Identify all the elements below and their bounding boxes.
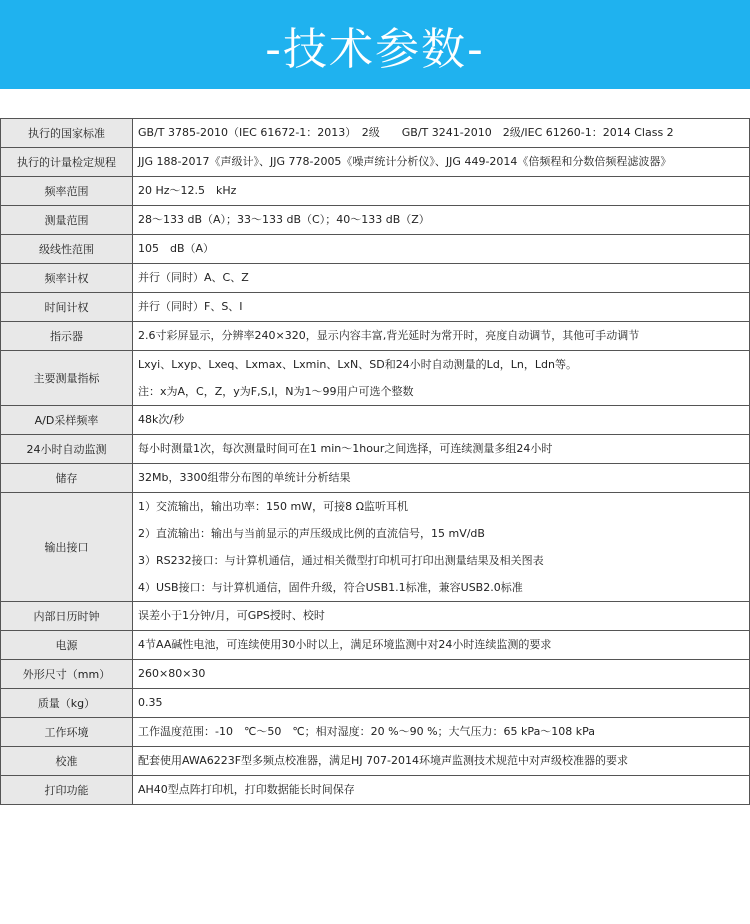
- spec-value-line: JJG 188-2017《声级计》、JJG 778-2005《噪声统计分析仪》、JJG 449-2014《倍频程和分数倍频程滤波器》: [138, 155, 672, 168]
- spec-label: 输出接口: [1, 493, 133, 602]
- spec-label: 打印功能: [1, 776, 133, 805]
- spec-value-line: 2）直流输出：输出与当前显示的声压级成比例的直流信号，15 mV/dB: [138, 527, 485, 540]
- spec-row: [1, 293, 750, 322]
- spec-value-line: AH40型点阵打印机，打印数据能长时间保存: [138, 783, 355, 796]
- spec-value: [133, 235, 750, 264]
- spec-value-line: 0.35: [138, 696, 163, 709]
- spec-row: [1, 747, 750, 776]
- spec-label: 时间计权: [1, 293, 133, 322]
- spec-value-line: 注：x为A，C，Z，y为F,S,I，N为1～99用户可选个整数: [138, 385, 414, 398]
- spec-row: [1, 602, 750, 631]
- spec-row: [1, 464, 750, 493]
- spec-row: [1, 206, 750, 235]
- spec-value: [133, 493, 750, 602]
- page-title: -技术参数-: [265, 23, 485, 75]
- spec-row: [1, 264, 750, 293]
- spec-value-line: 误差小于1分钟/月，可GPS授时、校时: [138, 609, 325, 622]
- spec-table: [0, 118, 750, 805]
- spec-row: [1, 177, 750, 206]
- spec-value: [133, 148, 750, 177]
- spec-value: [133, 206, 750, 235]
- spec-value-line: 105 dB（A）: [138, 242, 215, 255]
- spec-value-line: 28～133 dB（A）；33～133 dB（C）；40～133 dB（Z）: [138, 213, 430, 226]
- spec-label: 频率范围: [1, 177, 133, 206]
- spec-label: 测量范围: [1, 206, 133, 235]
- spec-row: [1, 718, 750, 747]
- spec-row: [1, 493, 750, 602]
- spec-value-line: 2.6寸彩屏显示，分辨率240×320，显示内容丰富,背光延时为常开时，亮度自动调节，其他可手动调节: [138, 329, 640, 342]
- spec-label: 外形尺寸（mm）: [1, 660, 133, 689]
- spec-label: 执行的国家标准: [1, 119, 133, 148]
- spec-value-line: 1）交流输出，输出功率：150 mW，可接8 Ω监听耳机: [138, 500, 408, 513]
- spec-value: [133, 177, 750, 206]
- spec-value: [133, 631, 750, 660]
- spec-label: 指示器: [1, 322, 133, 351]
- spec-label: 校准: [1, 747, 133, 776]
- spec-value: [133, 464, 750, 493]
- spec-row: [1, 322, 750, 351]
- spec-value-line: 4）USB接口：与计算机通信，固件升级，符合USB1.1标准，兼容USB2.0标准: [138, 581, 523, 594]
- spec-label: 级线性范围: [1, 235, 133, 264]
- spec-row: [1, 351, 750, 406]
- spec-value-line: 48k次/秒: [138, 413, 185, 426]
- spec-label: 频率计权: [1, 264, 133, 293]
- spec-value: [133, 406, 750, 435]
- spec-label: 电源: [1, 631, 133, 660]
- spec-value-line: 配套使用AWA6223F型多频点校准器，满足HJ 707-2014环境声监测技术规范中对声级校准器的要求: [138, 754, 629, 767]
- spec-row: [1, 406, 750, 435]
- spec-value-line: 工作温度范围：-10 ℃～50 ℃；相对湿度：20 %～90 %；大气压力：65 kPa～108 kPa: [138, 725, 596, 738]
- spec-row: [1, 235, 750, 264]
- spec-row: [1, 119, 750, 148]
- spec-value-line: 32Mb，3300组带分布图的单统计分析结果: [138, 471, 351, 484]
- spec-value: [133, 351, 750, 406]
- spec-value-line: 每小时测量1次，每次测量时间可在1 min～1hour之间选择，可连续测量多组24小时: [138, 442, 553, 455]
- spec-value: [133, 776, 750, 805]
- spec-value: [133, 747, 750, 776]
- spec-value-line: 3）RS232接口：与计算机通信，通过相关微型打印机可打印出测量结果及相关图表: [138, 554, 544, 567]
- spec-value: [133, 435, 750, 464]
- spec-value-line: 并行（同时）A、C、Z: [138, 271, 249, 284]
- spec-label: 质量（kg）: [1, 689, 133, 718]
- spec-value-line: 260×80×30: [138, 667, 206, 680]
- spec-value: [133, 322, 750, 351]
- spec-label: 24小时自动监测: [1, 435, 133, 464]
- spec-value: [133, 119, 750, 148]
- spec-row: [1, 689, 750, 718]
- spec-value-line: GB/T 3785-2010（IEC 61672-1：2013） 2级 GB/T 3241-2010 2级/IEC 61260-1：2014 Class 2: [138, 126, 674, 139]
- spec-value-line: 4节AA碱性电池，可连续使用30小时以上，满足环境监测中对24小时连续监测的要求: [138, 638, 552, 651]
- spec-value: [133, 718, 750, 747]
- spec-value: [133, 660, 750, 689]
- spec-label: 执行的计量检定规程: [1, 148, 133, 177]
- spec-value: [133, 602, 750, 631]
- spec-value: [133, 264, 750, 293]
- spec-row: [1, 148, 750, 177]
- spec-label: 储存: [1, 464, 133, 493]
- spec-label: 内部日历时钟: [1, 602, 133, 631]
- spec-value-line: 20 Hz～12.5 kHz: [138, 184, 237, 197]
- spec-value: [133, 689, 750, 718]
- spec-label: A/D采样频率: [1, 406, 133, 435]
- spec-row: [1, 660, 750, 689]
- header-banner: [0, 0, 750, 89]
- spec-row: [1, 631, 750, 660]
- spec-value: [133, 293, 750, 322]
- spec-value-line: Lxyi、Lxyp、Lxeq、Lxmax、Lxmin、LxN、SD和24小时自动测量的Ld，Ln，Ldn等。: [138, 358, 577, 371]
- spec-row: [1, 435, 750, 464]
- spec-value-line: 并行（同时）F、S、I: [138, 300, 243, 313]
- spec-label: 工作环境: [1, 718, 133, 747]
- spec-label: 主要测量指标: [1, 351, 133, 406]
- spec-row: [1, 776, 750, 805]
